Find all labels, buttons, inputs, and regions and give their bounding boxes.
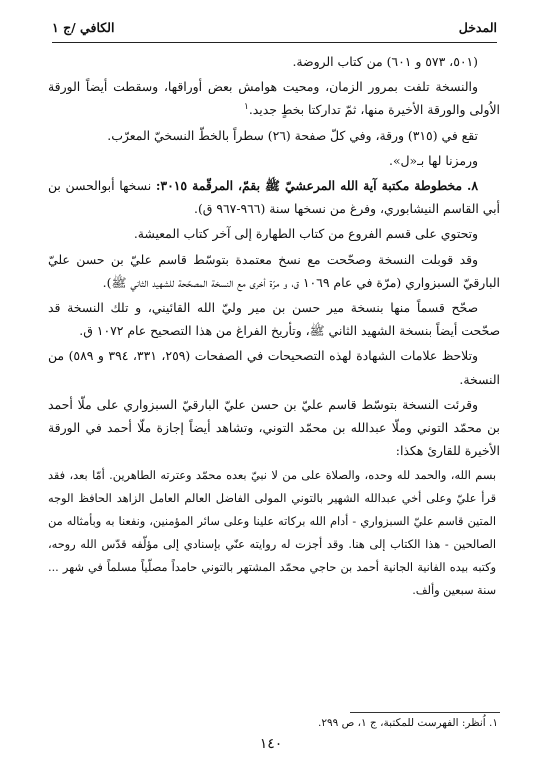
paragraph xyxy=(48,344,500,390)
paragraph-text: والنسخة تلفت بمرور الزمان، ومحيت هوامش بعض أوراقها، وسقطت أيضاً الورقة الاُولى والورقة الأخيرة منها، ثمّ تداركتا بخطٍ جديد. xyxy=(48,79,500,118)
paragraph-text: وتلاحظ علامات الشهادة لهذه التصحيحات في الصفحات (٢٥٩، ٣٣١، ٣٩٤ و ٥٨٩) من النسخة. xyxy=(48,348,500,387)
paragraph-text: وقرئت النسخة بتوسّط قاسم عليّ بن حسن عليّ البارقيّ السبزواري على ملّا أحمد بن محمّد التوني وملّا عبدالله بن محمّد التوني، وتشاهد أيضاً إجازة ملّا أحمد في الورقة الأخيرة للقارئ هكذا: xyxy=(48,396,500,459)
footnote-divider xyxy=(350,712,500,713)
ijaza-quote: بسم الله، والحمد لله وحده، والصلاة على من لا نبيّ بعده محمّد وعترته الطاهرين. أمّا بعد، فقد قرأ عليّ وعلى أخي عبدالله الشهير بالتوني المولى الفاضل العالم العامل الزاهد الحافظ الوجه المتين قاسم عليّ السبزواري - أدام الله بركاته علينا وعلى سائر المؤمنين، ونفعنا به وبأمثاله من الصالحين - هذا الكتاب إلى هنا. وقد أجزت له روايته عنّي بإسنادي إلى مؤلّفه قدّس الله روحه، وكتبه بيده الفانية الجانية أحمد بن حاجي محمّد المشتهر بالتوني حامداً مصلّياً مسلماً في شهر ... سنة سبعين وألف. xyxy=(48,469,496,598)
paragraph-text: نسخها أبوالحسن بن أبي القاسم النيشابوري، وفرغ من نسخها سنة (٩٦٦-٩٦٧ ق). xyxy=(48,178,500,217)
paragraph xyxy=(48,248,500,294)
paragraph-text: تقع في (٣١٥) ورقة، وفي كلّ صفحة (٢٦) سطراً بالخطّ النسخيّ المعرّب. xyxy=(107,127,478,143)
header-divider xyxy=(52,42,497,43)
footnote-marker: ١ xyxy=(243,102,249,113)
paragraph xyxy=(48,222,500,245)
manuscript-heading: ٨. مخطوطة مكتبة آية الله المرعشيّ ﷺ بقمّ، المرقّمة ٣٠١٥: xyxy=(155,178,478,194)
page-number: ١٤٠ xyxy=(259,736,283,752)
paragraph xyxy=(48,75,500,121)
book-title: الكافي /ج ١ xyxy=(52,20,115,35)
paragraph-text: صحّح قسماً منها بنسخة مير حسن بن مير وليّ الله القائيني، و تلك النسخة قد صحّحت أيضاً بنسخة الشهيد الثاني ﷺ، وتأريخ الفراغ من هذا التصحيح عام ١٠٧٢ ق. xyxy=(48,300,500,339)
section-title: المدخل xyxy=(458,20,497,35)
paragraph xyxy=(48,393,500,463)
footnote: ١. اُنظر: الفهرست للمكتبة، ج ١، ص ٢٩٩. xyxy=(318,717,498,729)
manuscript-entry xyxy=(48,174,500,220)
paragraph xyxy=(48,50,500,73)
paragraph xyxy=(48,124,500,147)
paragraph-text: وقد قوبلت النسخة وصحّحت مع نسخ معتمدة بتوسّط قاسم عليّ بن حسن عليّ البارقيّ السبزواري (مرّة في عام ١٠٦٩ ق، و مرّة أخرى مع النسخة المصحّحة للشهيد الثاني ﷺ). xyxy=(48,251,500,290)
paragraph xyxy=(48,149,500,172)
main-text xyxy=(48,50,500,604)
paragraph-text: ورمزنا لها بـ«ل». xyxy=(389,152,478,168)
paragraph xyxy=(48,296,500,342)
paragraph-text: (٥٠١، ٥٧٣ و ٦٠١) من كتاب الروضة. xyxy=(292,54,478,69)
paragraph-text: وتحتوي على قسم الفروع من كتاب الطهارة إلى آخر كتاب المعيشة. xyxy=(133,226,478,242)
running-header xyxy=(52,20,497,40)
